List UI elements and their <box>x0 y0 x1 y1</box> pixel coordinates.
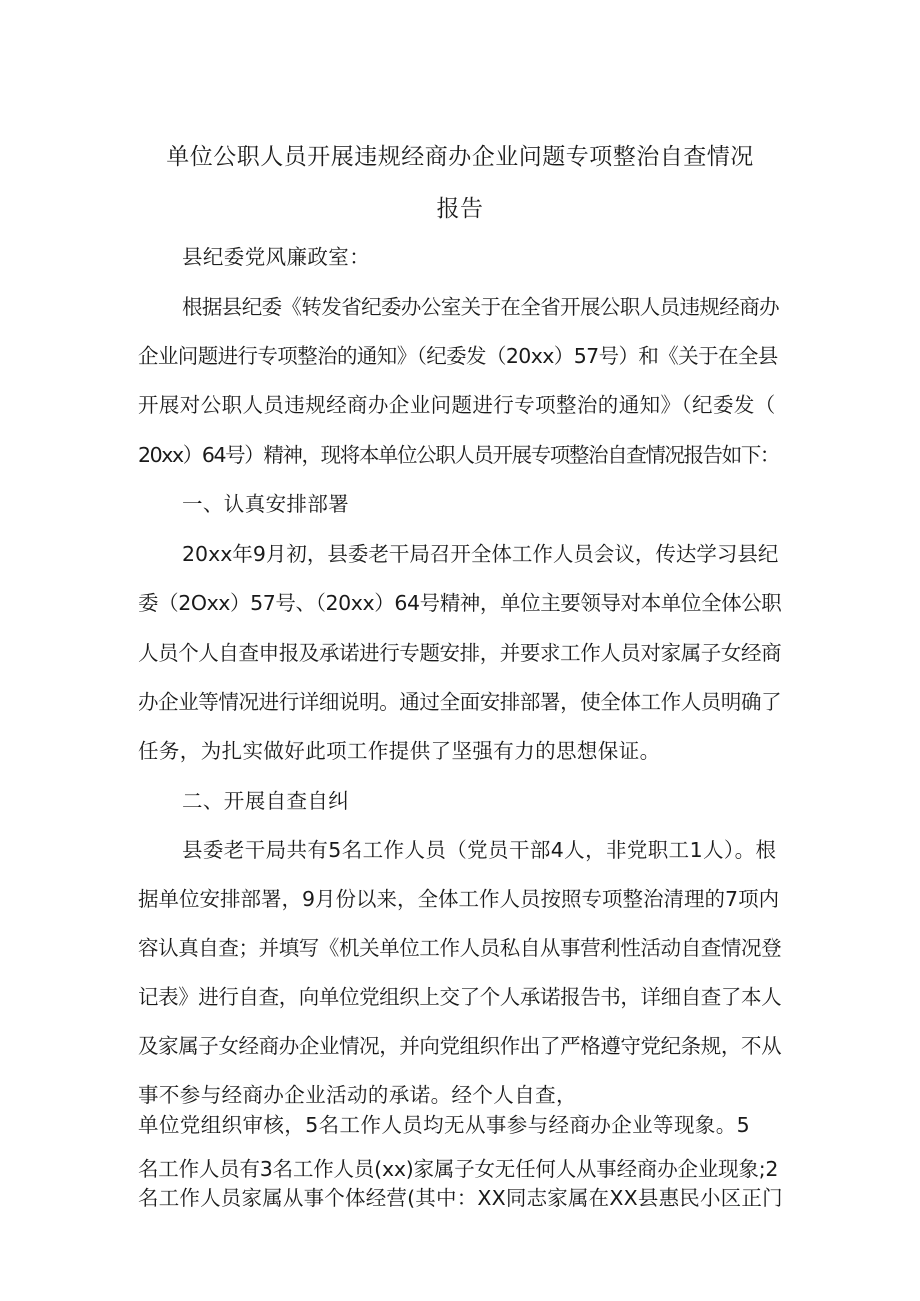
body-line: 名工作人员家属从事个体经营(其中：XX同志家属在XX县惠民小区正门 <box>138 1186 783 1210</box>
body-line: 20xx年9月初，县委老干局召开全体工作人员会议，传达学习县纪 <box>182 542 779 566</box>
document-title-line1: 单位公职人员开展违规经商办企业问题专项整治自查情况 <box>166 144 754 170</box>
body-line: 办企业等情况进行详细说明。通过全面安排部署，使全体工作人员明确了 <box>138 690 782 714</box>
body-line: 单位党组织审核，5名工作人员均无从事参与经商办企业等现象。5 <box>138 1113 751 1137</box>
body-line: 任务，为扎实做好此项工作提供了坚强有力的思想保证。 <box>138 739 661 763</box>
body-line: 委（2Oxx）57号、（20xx）64号精神，单位主要领导对本单位全体公职 <box>138 591 782 615</box>
body-line: 及家属子女经商办企业情况，并向党组织作出了严格遵守党纪条规，不从 <box>138 1034 782 1058</box>
addressee: 县纪委党风廉政室： <box>182 245 371 269</box>
document-title-line2: 报告 <box>436 196 484 222</box>
body-line: 根据县纪委《转发省纪委办公室关于在全省开展公职人员违规经商办 <box>182 295 779 319</box>
body-line: 企业问题进行专项整治的通知》（纪委发（20xx）57号）和《关于在全县 <box>138 344 778 368</box>
section-heading: 一、认真安排部署 <box>182 492 350 516</box>
body-line: 人员个人自查申报及承诺进行专题安排，并要求工作人员对家属子女经商 <box>138 641 782 665</box>
body-line: 开展对公职人员违规经商办企业问题进行专项整治的通知》（纪委发（ <box>138 393 776 417</box>
section-heading: 二、开展自查自纠 <box>182 789 350 813</box>
body-line: 据单位安排部署，9月份以来，全体工作人员按照专项整治清理的7项内 <box>138 887 780 911</box>
body-line: 容认真自查；并填写《机关单位工作人员私自从事营利性活动自查情况登 <box>138 936 782 960</box>
body-line: 事不参与经商办企业活动的承诺。经个人自查， <box>138 1083 577 1107</box>
body-line: 名工作人员有3名工作人员(xx)家属子女无任何人从事经商办企业现象;2 <box>138 1157 779 1181</box>
body-line: 县委老干局共有5名工作人员（党员干部4人，非党职工1人）。根 <box>182 838 777 862</box>
body-line: 记表》进行自查，向单位党组织上交了个人承诺报告书，详细自查了本人 <box>138 985 782 1009</box>
body-line: 20xx）64号）精神，现将本单位公职人员开展专项整治自查情况报告如下： <box>138 443 780 467</box>
